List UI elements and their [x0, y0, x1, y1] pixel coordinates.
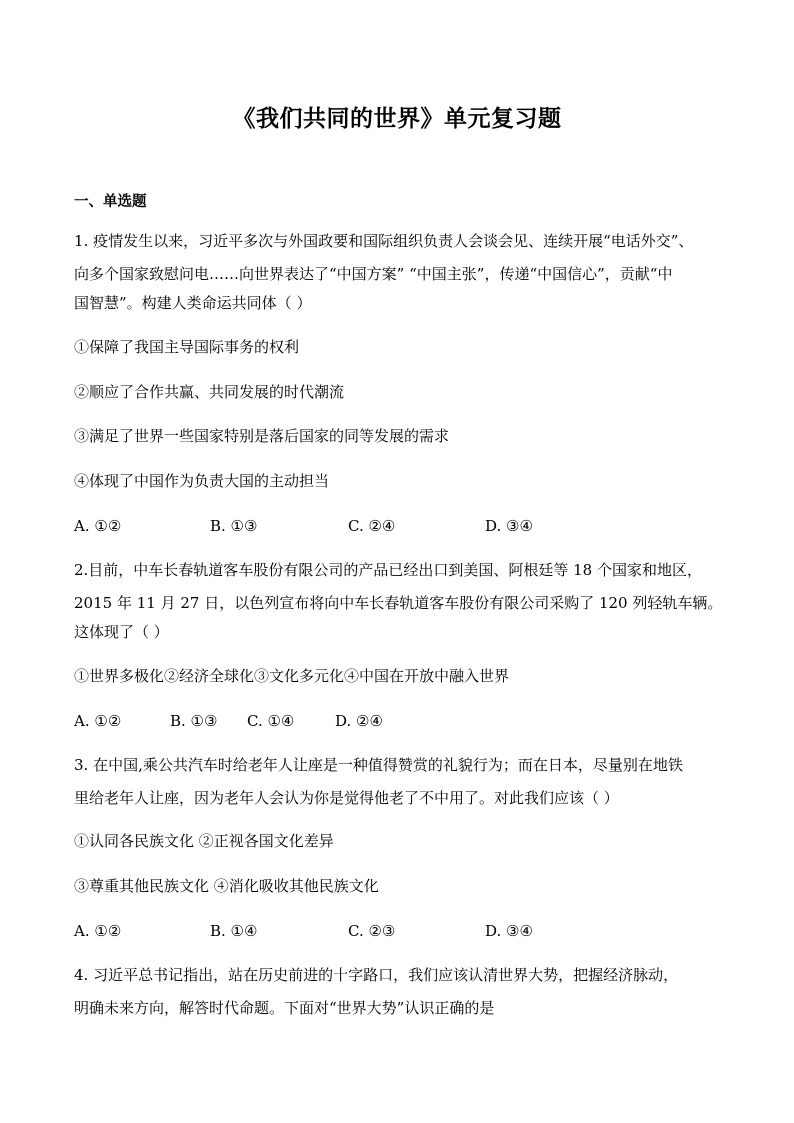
question-3-line-2: 里给老年人让座，因为老年人会认为你是觉得他老了不中用了。对此我们应该（ ）	[74, 789, 619, 807]
question-4-line-1: 4. 习近平总书记指出，站在历史前进的十字路口，我们应该认清世界大势，把握经济脉动，	[74, 966, 679, 984]
question-1-option-b[interactable]: B. ①③	[210, 517, 258, 535]
question-3-option-b[interactable]: B. ①④	[210, 922, 258, 940]
question-2-line-1: 2.目前，中车长春轨道客车股份有限公司的产品已经出口到美国、阿根廷等 18 个国家和地区，	[74, 561, 702, 579]
question-1-line-1: 1. 疫情发生以来，习近平多次与外国政要和国际组织负责人会谈会见、连续开展“电话外交”、	[74, 232, 694, 250]
question-4-line-2: 明确未来方向，解答时代命题。下面对“世界大势”认识正确的是	[74, 999, 495, 1017]
question-1-option-d[interactable]: D. ③④	[485, 517, 533, 535]
question-3-statement-2: ③尊重其他民族文化 ④消化吸收其他民族文化	[74, 877, 379, 895]
question-3-option-c[interactable]: C. ②③	[348, 922, 396, 940]
question-1-statement-1: ①保障了我国主导国际事务的权利	[74, 338, 300, 356]
question-3-option-a[interactable]: A. ①②	[74, 922, 122, 940]
section-heading: 一、单选题	[74, 194, 147, 210]
question-2-statement-1: ①世界多极化②经济全球化③文化多元化④中国在开放中融入世界	[74, 667, 510, 685]
question-2-option-b[interactable]: B. ①③	[170, 712, 218, 730]
question-1-line-2: 向多个国家致慰问电……向世界表达了“中国方案” “中国主张”，传递“中国信心”，贡献“中	[74, 265, 673, 283]
question-1-statement-3: ③满足了世界一些国家特别是落后国家的同等发展的需求	[74, 427, 450, 445]
question-3-option-d[interactable]: D. ③④	[485, 922, 533, 940]
question-2-line-3: 这体现了（ ）	[74, 623, 169, 641]
question-2-line-2: 2015 年 11 月 27 日，以色列宣布将向中车长春轨道客车股份有限公司采购了 120 列轻轨车辆。	[74, 594, 723, 612]
question-3-line-1: 3. 在中国,乘公共汽车时给老年人让座是一种值得赞赏的礼貌行为；而在日本，尽量别在地铁	[74, 756, 683, 774]
page-title: 《我们共同的世界》单元复习题	[232, 105, 562, 132]
question-1-option-c[interactable]: C. ②④	[348, 517, 396, 535]
question-1-line-3: 国智慧”。构建人类命运共同体（ ）	[74, 294, 312, 312]
question-1-statement-4: ④体现了中国作为负责大国的主动担当	[74, 472, 330, 490]
question-2-option-a[interactable]: A. ①②	[74, 712, 122, 730]
question-2-option-c[interactable]: C. ①④	[247, 712, 295, 730]
question-1-statement-2: ②顺应了合作共赢、共同发展的时代潮流	[74, 383, 345, 401]
question-3-statement-1: ①认同各民族文化 ②正视各国文化差异	[74, 832, 334, 850]
question-1-option-a[interactable]: A. ①②	[74, 517, 122, 535]
question-2-option-d[interactable]: D. ②④	[335, 712, 383, 730]
